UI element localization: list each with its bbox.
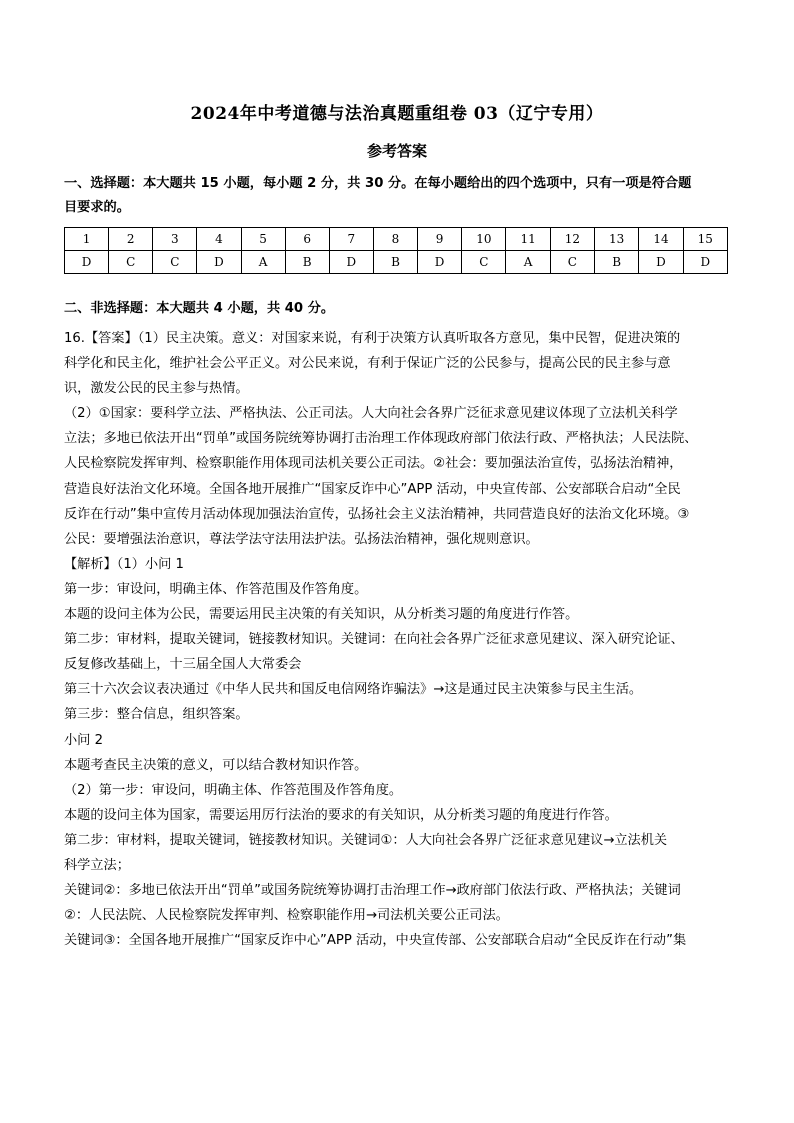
question-number-cell: 1 [65,228,109,251]
question-number-cell: 11 [506,228,550,251]
question-number-cell: 15 [683,228,727,251]
answer-text-line: 立法；多地已依法开出“罚单”或国务院统筹协调打击治理工作体现政府部门依法行政、严格执法；人民法院、 [64,431,698,447]
question-number-cell: 9 [418,228,462,251]
answer-text-line: 营造良好法治文化环境。全国各地开展推广“国家反诈中心”APP 活动，中央宣传部、公安部联合启动“全民 [64,481,681,497]
answer-letter-cell: D [329,251,373,274]
answer-letter-cell: B [373,251,417,274]
answer-text-line: 关键词②：多地已依法开出“罚单”或国务院统筹协调打击治理工作→政府部门依法行政、严格执法；关键词 [64,883,681,899]
answer-body [64,326,728,953]
answer-number-row [65,228,728,251]
answer-text-line: 本题考查民主决策的意义，可以结合教材知识作答。 [64,757,368,773]
answer-text-line: 公民：要增强法治意识，尊法学法守法用法护法。弘扬法治精神，强化规则意识。 [64,531,539,547]
answer-letter-cell: D [418,251,462,274]
question-number-cell: 5 [241,228,285,251]
answer-text-line: 【解析】（1）小问 1 [64,556,184,572]
answer-text-line: 本题的设问主体为国家，需要运用厉行法治的要求的有关知识，从分析类习题的角度进行作答。 [64,807,618,823]
question-number-cell: 7 [329,228,373,251]
answer-table [64,227,728,274]
section2-heading: 二、非选择题：本大题共 4 小题，共 40 分。 [64,301,335,316]
question-number-cell: 8 [373,228,417,251]
answer-letter-cell: B [285,251,329,274]
answer-text-line: 本题的设问主体为公民，需要运用民主决策的有关知识，从分析类习题的角度进行作答。 [64,607,579,623]
answer-letter-cell: D [639,251,683,274]
answer-letter-cell: D [197,251,241,274]
answer-letter-cell: B [595,251,639,274]
answer-letter-cell: C [462,251,506,274]
section1-line1: 一、选择题：本大题共 15 小题，每小题 2 分，共 30 分。在每小题给出的四个选项中，只有一项是符合题 [64,176,692,191]
section1-line2: 目要求的。 [64,199,130,215]
answer-letter-cell: C [109,251,153,274]
answer-letter-cell: D [683,251,727,274]
answer-letter-cell: A [241,251,285,274]
answer-text-line: 反复修改基础上，十三届全国人大常委会 [64,657,302,673]
question-number-cell: 13 [595,228,639,251]
answer-text-line: 第二步：审材料，提取关键词，链接教材知识。关键词：在向社会各界广泛征求意见建议、深入研究论证、 [64,632,684,648]
answer-text-line: 第一步：审设问，明确主体、作答范围及作答角度。 [64,581,368,597]
answer-letter-cell: C [153,251,197,274]
question-number-cell: 14 [639,228,683,251]
page-title: 2024年中考道德与法治真题重组卷 03（辽宁专用） [190,104,604,124]
answer-letter-row [65,251,728,274]
answer-text-line: 反诈在行动”集中宣传月活动体现加强法治宣传，弘扬社会主义法治精神，共同营造良好的法治文化环境。③ [64,506,690,522]
section1-instructions [64,172,728,219]
answer-text-line: 识，激发公民的民主参与热情。 [64,381,249,397]
answer-text-line: 科学化和民主化，维护社会公平正义。对公民来说，有利于保证广泛的公民参与，提高公民的民主参与意 [64,356,671,372]
page-subtitle: 参考答案 [366,142,427,160]
question-number-cell: 3 [153,228,197,251]
question-number-cell: 12 [550,228,594,251]
question-number-cell: 10 [462,228,506,251]
answer-text-line: 16.【答案】（1）民主决策。意义：对国家来说，有利于决策方认真听取各方意见，集中民智，促进决策的 [64,331,681,346]
answer-text-line: 小问 2 [64,732,103,748]
answer-letter-cell: D [65,251,109,274]
answer-text-line: ②：人民法院、人民检察院发挥审判、检察职能作用→司法机关要公正司法。 [64,908,509,924]
answer-text-line: （2）第一步：审设问，明确主体、作答范围及作答角度。 [64,782,403,798]
answer-letter-cell: A [506,251,550,274]
question-number-cell: 4 [197,228,241,251]
answer-text-line: 第三十六次会议表决通过《中华人民共和国反电信网络诈骗法》→这是通过民主决策参与民主生活。 [64,682,643,698]
answer-text-line: 第三步：整合信息，组织答案。 [64,707,249,723]
question-number-cell: 6 [285,228,329,251]
question-number-cell: 2 [109,228,153,251]
answer-text-line: 人民检察院发挥审判、检察职能作用体现司法机关要公正司法。②社会：要加强法治宣传，弘扬法治精神， [64,456,683,472]
answer-text-line: （2）①国家：要科学立法、严格执法、公正司法。人大向社会各界广泛征求意见建议体现了立法机关科学 [64,406,678,422]
answer-text-line: 第二步：审材料，提取关键词，链接教材知识。关键词①：人大向社会各界广泛征求意见建议→立法机关 [64,832,668,848]
answer-text-line: 科学立法； [64,857,130,873]
answer-letter-cell: C [550,251,594,274]
answer-text-line: 关键词③：全国各地开展推广“国家反诈中心”APP 活动，中央宣传部、公安部联合启动“全民反诈在行动”集 [64,933,687,949]
